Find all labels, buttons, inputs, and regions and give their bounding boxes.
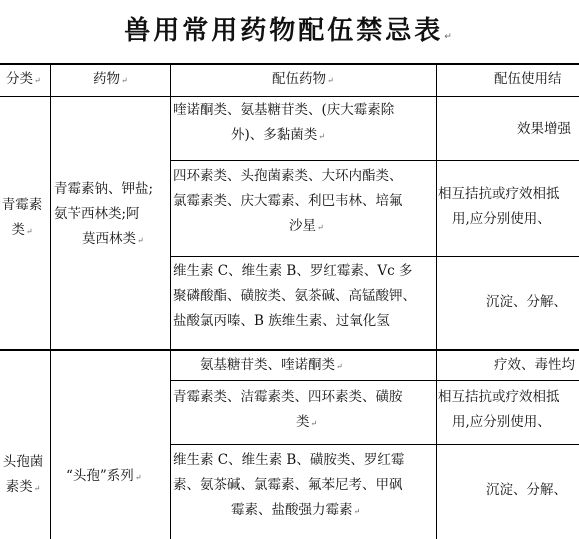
table-border-top xyxy=(0,63,579,65)
table-rule xyxy=(0,349,579,351)
header-result: 配伍使用结 xyxy=(494,71,562,87)
combined-drug-cell: 四环素类、头孢菌素类、大环内酯类、 氯霉素类、庆大霉素、利巴韦林、培氟 沙星↵ xyxy=(173,168,403,234)
combined-drug-cell: 青霉素类、洁霉素类、四环素类、磺胺 类↵ xyxy=(173,389,403,430)
table-rule xyxy=(170,444,579,445)
combined-drug-cell: 维生素 C、维生素 B、磺胺类、罗红霉 素、氨茶碱、氯霉素、氟苯尼考、甲砜 霉素、盐酸强力霉素↵ xyxy=(173,452,405,518)
result-cell: 沉淀、分解、 xyxy=(486,294,567,310)
header-combined-drug: 配伍药物↵ xyxy=(272,71,334,87)
table-rule xyxy=(436,63,437,539)
header-category: 分类↵ xyxy=(6,71,41,87)
table-rule xyxy=(0,96,579,97)
result-cell: 相互拮抗或疗效相抵 用,应分别使用、 xyxy=(438,389,560,430)
combined-drug-cell: 氨基糖苷类、喹诺酮类↵ xyxy=(200,357,343,373)
combined-drug-cell: 维生素 C、维生素 B、罗红霉素、Vc 多 聚磷酸酯、磺胺类、氨茶碱、高锰酸钾、 盐酸氯丙嗪、B 族维生素、过氧化氢 xyxy=(173,263,416,329)
page-title: 兽用常用药物配伍禁忌表↵ xyxy=(124,16,455,46)
result-cell: 效果增强 xyxy=(517,121,571,137)
table-rule xyxy=(170,63,171,539)
category-cell: 头孢菌 素类↵ xyxy=(2,454,44,495)
table-rule xyxy=(170,256,579,257)
result-cell: 疗效、毒性均 xyxy=(494,357,575,373)
result-cell: 相互拮抗或疗效相抵 用,应分别使用、 xyxy=(438,186,560,227)
combined-drug-cell: 喹诺酮类、氨基糖苷类、(庆大霉素除 外)、多黏菌类↵ xyxy=(173,102,395,143)
drug-cell: “头孢”系列↵ xyxy=(66,468,142,484)
paragraph-mark-icon: ↵ xyxy=(444,32,455,42)
category-cell: 青霉素 类↵ xyxy=(1,197,43,238)
header-drug: 药物↵ xyxy=(93,71,128,87)
table-rule xyxy=(170,380,579,381)
table-rule xyxy=(170,160,579,161)
result-cell: 沉淀、分解、 xyxy=(486,482,567,498)
drug-cell: 青霉素钠、钾盐; 氨苄西林类;阿 莫西林类↵ xyxy=(54,181,154,247)
table-rule xyxy=(50,63,51,539)
